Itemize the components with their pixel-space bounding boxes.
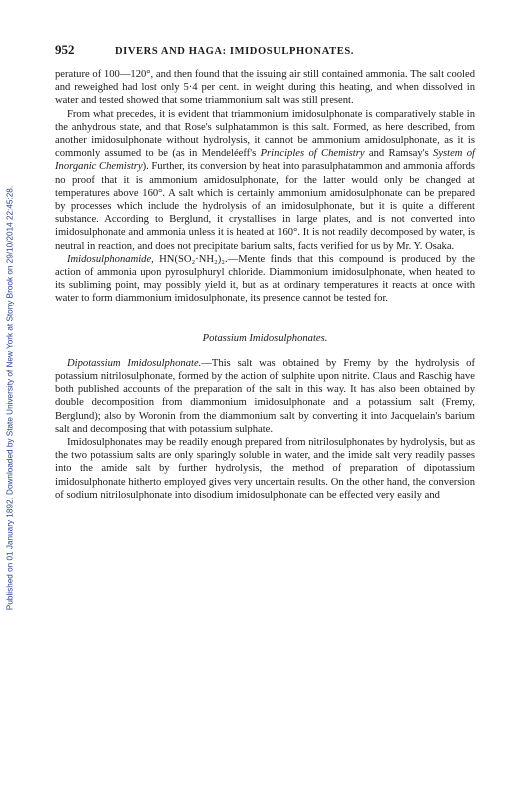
page-header xyxy=(55,42,475,68)
publication-side-note xyxy=(2,0,18,795)
paragraph-2-part-a: From what precedes, it is evident that triammonium imidosulphonate is comparatively stable in the anhydrous state, and that Rose's sulphatammon is this salt. Formed, as here described, from another imidosulphonate without hydrolysis, it cannot be ammonium amidosulphonate, as it is commonly assumed to be (as in Mendeléeff's xyxy=(55,108,475,160)
side-note-text: Published on 01 January 1892. Downloaded by State University of New York at Stony Brook on 29/10/2014 22:45:28. xyxy=(5,185,15,610)
book-title-principles: Principles of Chemistry xyxy=(260,148,365,160)
body-text xyxy=(55,68,475,502)
dipotassium-heading: Dipotassium Imidosulphonate. xyxy=(67,357,202,369)
paragraph-2 xyxy=(55,108,475,253)
paragraph-2-part-b: and Ramsay's xyxy=(364,148,434,160)
page xyxy=(55,42,475,502)
section-title: Potassium Imidosulphonates. xyxy=(202,332,328,344)
paragraph-3-text: HN(SO₂·NH₂)₂.—Mente finds that this compound is produced by the action of ammonia upon pyrosulphuryl chloride. Diammonium imidosulphonate, when heated to its subliming point, may possibly yield it, but as at ordinary temperatures it reacts at once with water to form diammonium imidosulphonate, its presence cannot be tested for. xyxy=(55,253,475,305)
paragraph-5: Imidosulphonates may be readily enough prepared from nitrilosulphonates by hydrolysis, but as the two potassium salts are only sparingly soluble in water, and the imide salt very readily passes into the amide salt by further hydrolysis, the method of preparation of dipotassium imidosulphonate hitherto employed gives very uncertain results. On the other hand, the conversion of sodium nitrilosulphonate into disodium imidosulphonate can be effected very easily and xyxy=(55,437,475,501)
running-head: DIVERS AND HAGA: IMIDOSULPHONATES. xyxy=(115,46,354,57)
paragraph-2-part-c: ). Further, its conversion by heat into parasulphatammon and ammonia affords no proof that it is ammonium amidosulphonate, for the latter would only be changed at temperatures above 160°. A salt which is certainly ammonium amidosulphonate can be prepared by processes which include the hydrolysis of an imidosulphonate, but it is quite a different substance. According to Berglund, it crystallises in large plates, and is not converted into imidosulphonate and ammonia unless it is heated at 160°. It is not readily decomposed by water, is neutral in reaction, and does not precipitate barium salts, facts verified for us by Mr. Y. Osaka. xyxy=(55,161,476,252)
paragraph-3 xyxy=(55,253,475,306)
paragraph-1: perature of 100—120°, and then found that the issuing air still contained ammonia. The salt cooled and reweighed had lost only 5·4 per cent. in weight during this heating, and when dissolved in water and tested showed that some triammonium salt was still present. xyxy=(55,69,475,107)
imidosulphonamide-heading: Imidosulphonamide, xyxy=(67,253,154,265)
page-number: 952 xyxy=(55,42,75,57)
paragraph-4-text: —This salt was obtained by Fremy by the hydrolysis of potassium nitrilosulphonate, formed by the action of sulphite upon nitrite. Claus and Raschig have both published accounts of the preparation of the salt in this way. It has also been obtained by double decomposition from diammonium imidosulphonate and a potassium salt (Fremy, Berglund); also by Woronin from the diammonium salt by converting it into Jacquelain's barium salt and decomposing that with potassium sulphate. xyxy=(55,357,475,435)
paragraph-4 xyxy=(55,357,475,436)
book-title-system: System of Inorganic Chemistry xyxy=(55,148,475,173)
